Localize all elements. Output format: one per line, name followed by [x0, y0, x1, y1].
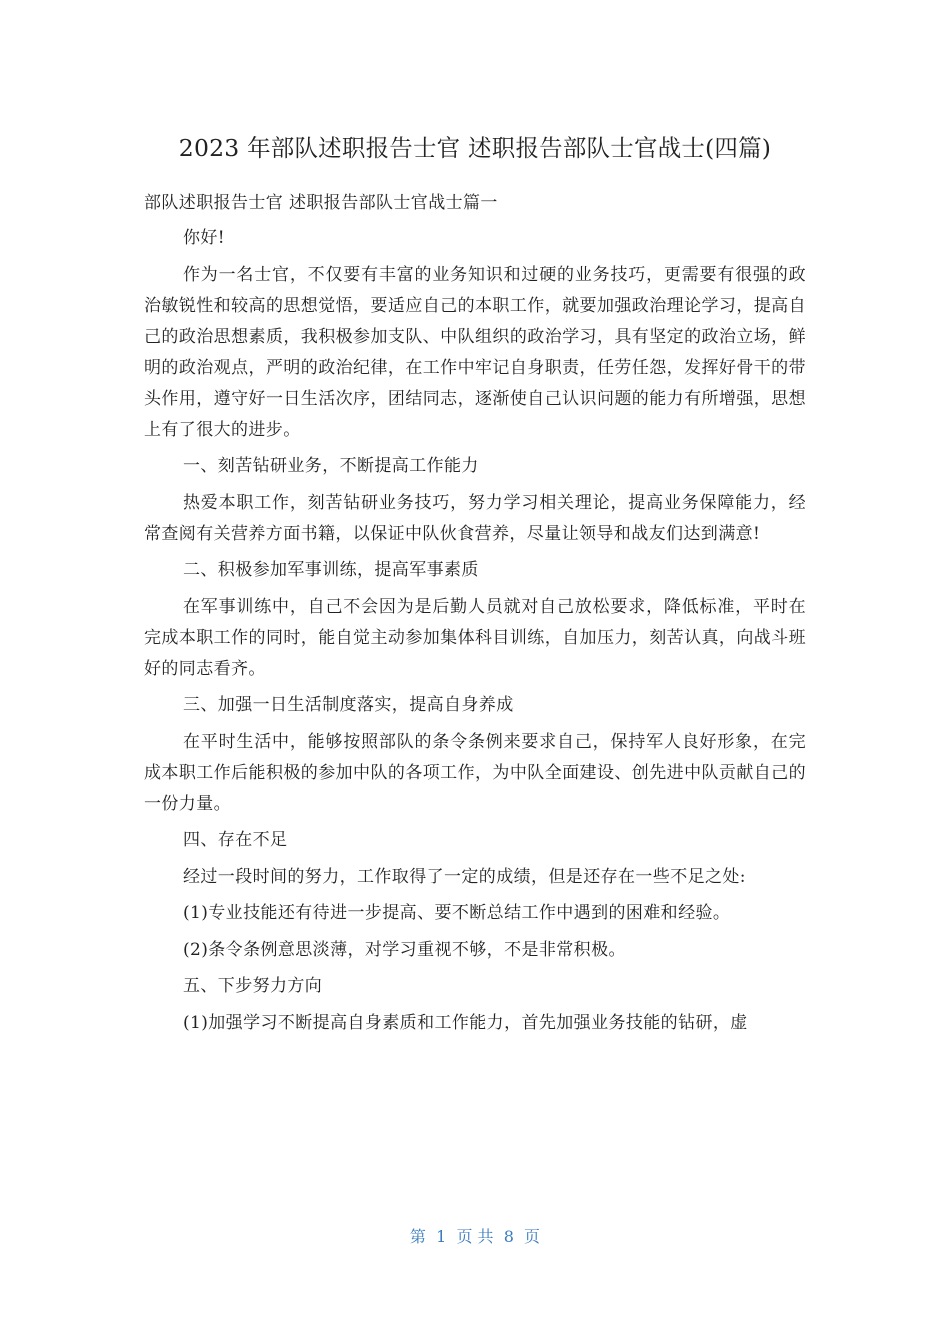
subheading-3: 三、加强一日生活制度落实，提高自身养成 [183, 695, 514, 715]
page-footer: 第 1 页 共 8 页 [409, 1227, 541, 1246]
subheading-5: 五、下步努力方向 [183, 976, 323, 996]
paragraph-1: 热爱本职工作，刻苦钻研业务技巧，努力学习相关理论，提高业务保障能力，经常查阅有关营养方面书籍，以保证中队伙食营养，尽量让领导和战友们达到满意! [144, 492, 806, 544]
paragraph-2: 在军事训练中，自己不会因为是后勤人员就对自己放松要求，降低标准，平时在完成本职工作的同时，能自觉主动参加集体科目训练，自加压力，刻苦认真，向战斗班好的同志看齐。 [144, 596, 806, 679]
document-title: 2023 年部队述职报告士官 述职报告部队士官战士(四篇) [178, 134, 772, 162]
subheading-4: 四、存在不足 [183, 830, 288, 850]
section-heading: 部队述职报告士官 述职报告部队士官战士篇一 [144, 193, 498, 213]
subheading-2: 二、积极参加军事训练，提高军事素质 [183, 560, 479, 580]
list-item: (2)条令条例意思淡薄，对学习重视不够，不是非常积极。 [183, 939, 626, 960]
subheading-1: 一、刻苦钻研业务，不断提高工作能力 [183, 456, 479, 476]
paragraph-4: 经过一段时间的努力，工作取得了一定的成绩，但是还存在一些不足之处: [183, 866, 746, 887]
document-body [144, 188, 806, 1044]
paragraph-intro: 作为一名士官，不仅要有丰富的业务知识和过硬的业务技巧，更需要有很强的政治敏锐性和较高的思想觉悟，要适应自己的本职工作，就要加强政治理论学习，提高自己的政治思想素质，我积极参加支队、中队组织的政治学习，具有坚定的政治立场，鲜明的政治观点，严明的政治纪律，在工作中牢记自身职责，任劳任怨，发挥好骨干的带头作用，遵守好一日生活次序，团结同志，逐渐使自己认识问题的能力有所增强，思想上有了很大的进步。 [144, 264, 806, 440]
paragraph-3: 在平时生活中，能够按照部队的条令条例来要求自己，保持军人良好形象，在完成本职工作后能积极的参加中队的各项工作，为中队全面建设、创先进中队贡献自己的一份力量。 [144, 731, 806, 814]
list-item: (1)加强学习不断提高自身素质和工作能力，首先加强业务技能的钻研，虚 [183, 1012, 748, 1033]
list-item: (1)专业技能还有待进一步提高、要不断总结工作中遇到的困难和经验。 [183, 903, 731, 923]
greeting: 你好! [183, 228, 226, 248]
